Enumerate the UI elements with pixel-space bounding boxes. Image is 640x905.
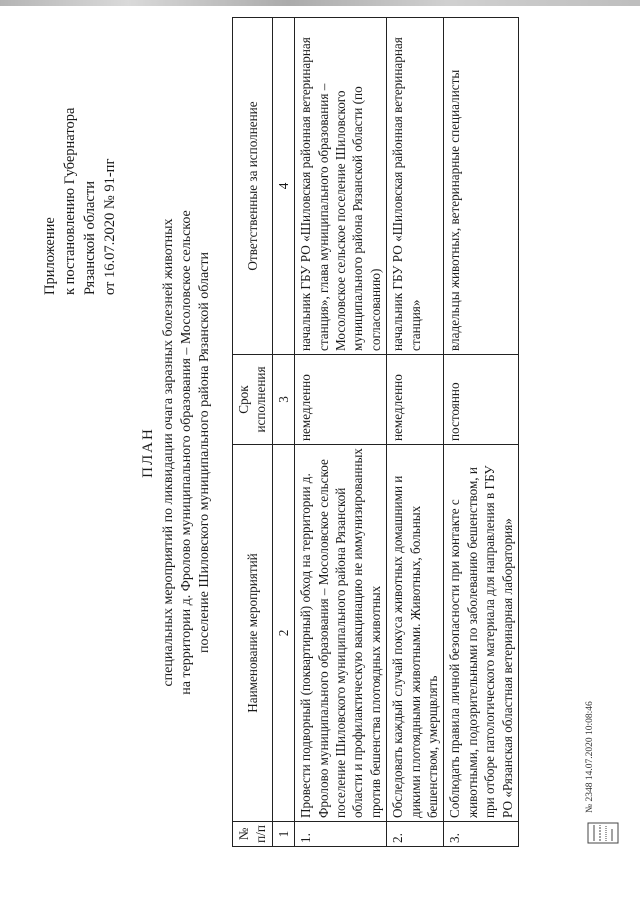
- subtitle-line: на территории д. Фролово муниципального образования – Мосоловское сельское: [179, 210, 194, 695]
- row-term: немедленно: [295, 355, 387, 445]
- registration-stamp-icon: [582, 821, 622, 845]
- appendix-line: к постановлению Губернатора: [62, 107, 78, 295]
- appendix-line: Приложение: [42, 217, 58, 295]
- registration-number: № 2348 14.07.2020 10:08:46: [585, 701, 595, 813]
- appendix-line: Рязанской области: [82, 181, 98, 295]
- table-row: [295, 18, 387, 847]
- document-subtitle: [160, 120, 214, 785]
- table-header-row: [233, 18, 273, 847]
- appendix-block: [40, 25, 120, 295]
- row-term: немедленно: [387, 355, 444, 445]
- header-responsible: Ответственные за исполнение: [233, 18, 273, 355]
- row-measure: Обследовать каждый случай покуса животных домашними и дикими плотоядными животными. Животных, больных бешенством, умерщвлять: [387, 445, 444, 822]
- document-title: ПЛАН: [140, 427, 156, 478]
- measures-table: [232, 17, 519, 847]
- header-term: Срок исполнения: [233, 355, 273, 445]
- subtitle-line: специальных мероприятий по ликвидации очага заразных болезней животных: [161, 218, 176, 687]
- row-responsible: владельцы животных, ветеринарные специалисты: [444, 18, 519, 355]
- header-name: Наименование мероприятий: [233, 445, 273, 822]
- table-row: [444, 18, 519, 847]
- column-number: 3: [272, 355, 294, 445]
- row-responsible: начальник ГБУ РО «Шиловская районная ветеринарная станция», глава муниципального образования – Мосоловское сельское поселение Шиловского муниципального района Рязанской области (по согласованию): [295, 18, 387, 355]
- row-number: 2.: [387, 822, 444, 847]
- appendix-line: от 16.07.2020 № 91-пг: [102, 158, 118, 295]
- column-number-row: [272, 18, 294, 847]
- column-number: 4: [272, 18, 294, 355]
- subtitle-line: поселение Шиловского муниципального района Рязанской области: [197, 251, 212, 654]
- row-measure: Соблюдать правила личной безопасности при контакте с животными, подозрительными по заболеванию бешенством, и при отборе патологического материала для направления в ГБУ РО «Рязанская областная ветеринарная лаборатория»: [444, 445, 519, 822]
- row-measure: Провести подворный (поквартирный) обход на территории д. Фролово муниципального образования – Мосоловское сельское поселение Шиловского муниципального района Рязанской области и профилактическую вакцинацию не иммунизированных против бешенства плотоядных животных: [295, 445, 387, 822]
- table-row: [387, 18, 444, 847]
- row-number: 3.: [444, 822, 519, 847]
- column-number: 2: [272, 445, 294, 822]
- row-number: 1.: [295, 822, 387, 847]
- row-term: постоянно: [444, 355, 519, 445]
- column-number: 1: [272, 822, 294, 847]
- header-number: № п/п: [233, 822, 273, 847]
- row-responsible: начальник ГБУ РО «Шиловская районная ветеринарная станция»: [387, 18, 444, 355]
